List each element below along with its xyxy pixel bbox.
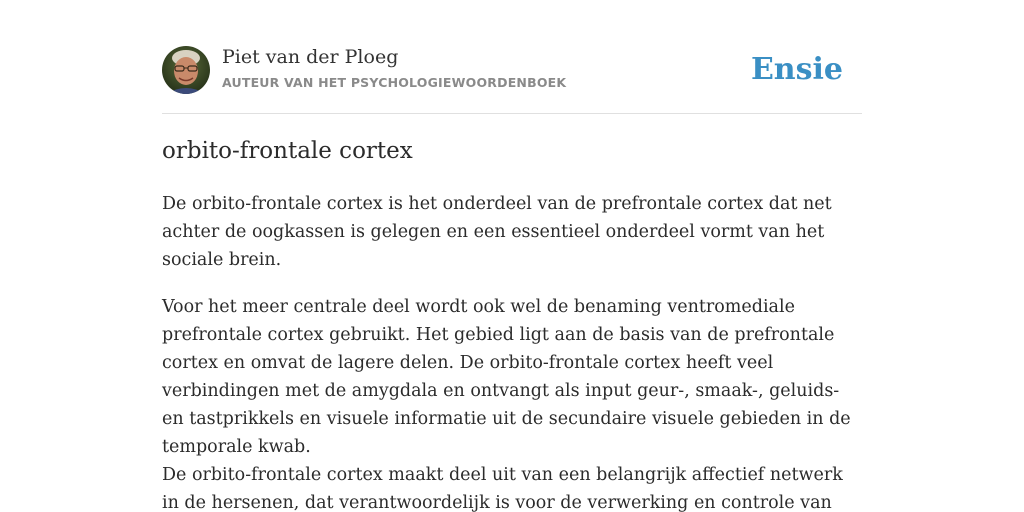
header [162,0,862,114]
article-paragraph: Voor het meer centrale deel wordt ook wel de benaming ventromediale prefrontale cortex gebruikt. Het gebied ligt aan de basis van de prefrontale cortex en omvat de lagere delen. De orbito-frontale cortex heeft veel verbindingen met de amygdala en ontvangt als input geur-, smaak-, geluids- en tastprikkels en visuele informatie uit de secundaire visuele gebieden in de temporale kwab. [162,297,851,457]
avatar[interactable] [162,46,210,94]
article-paragraph: De orbito-frontale cortex maakt deel uit van een belangrijk affectief netwerk in de hersenen, dat verantwoordelijk is voor de verwerking en controle van [162,465,843,512]
article-title: orbito-frontale cortex [162,138,413,164]
article-paragraph: De orbito-frontale cortex is het onderdeel van de prefrontale cortex dat net achter de oogkassen is gelegen en een essentieel onderdeel vormt van het sociale brein. [162,194,832,270]
author-name[interactable]: Piet van der Ploeg [222,46,399,68]
article-body [162,190,862,512]
author-photo [162,46,210,94]
brand-logo[interactable]: Ensie [750,52,843,87]
author-role: AUTEUR VAN HET PSYCHOLOGIEWOORDENBOEK [222,75,567,90]
page-container [162,0,862,512]
